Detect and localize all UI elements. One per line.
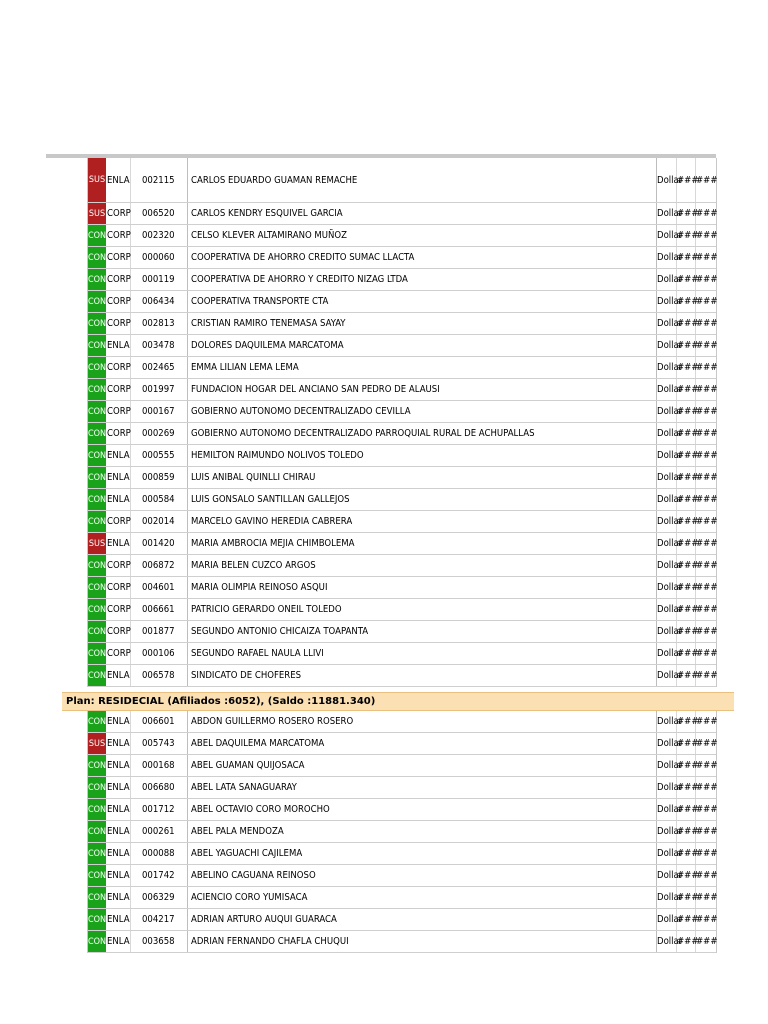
status-badge: CON [88, 799, 106, 820]
amount-cell: ### [677, 225, 696, 246]
balance-cell: ### [696, 760, 718, 771]
table-row[interactable] [88, 599, 716, 621]
affiliate-code-cell: 006578 [131, 665, 188, 686]
table-row[interactable] [88, 799, 716, 821]
status-badge: CON [88, 599, 106, 620]
currency-cell: Dollar [657, 755, 677, 776]
affiliate-code-cell: 006329 [131, 887, 188, 908]
currency-cell: Dollar [657, 555, 677, 576]
status-badge: CON [88, 445, 106, 466]
balance-cell: ### [696, 406, 718, 417]
affiliate-code-cell: 001997 [131, 379, 188, 400]
amount-cell: ### [677, 799, 696, 820]
affiliation-type-cell: ENLA [106, 335, 131, 356]
table-row[interactable] [88, 335, 716, 357]
affiliation-type-cell: CORP [106, 643, 131, 664]
status-badge: SUS [88, 203, 106, 224]
plan-header-text: Plan: RESIDECIAL (Afiliados :6052), (Saldo :11881.340) [66, 696, 376, 707]
balance-cell: ### [696, 716, 718, 727]
balance-cell: ### [696, 538, 718, 549]
table-row[interactable] [88, 445, 716, 467]
affiliate-code-cell: 001877 [131, 621, 188, 642]
affiliate-code-cell: 000168 [131, 755, 188, 776]
amount-cell: ### [677, 909, 696, 930]
affiliate-name-cell: ABEL YAGUACHI CAJILEMA [188, 843, 657, 864]
amount-cell: ### [677, 489, 696, 510]
affiliate-code-cell: 000088 [131, 843, 188, 864]
amount-cell: ### [677, 621, 696, 642]
currency-cell: Dollar [657, 711, 677, 732]
table-row[interactable] [88, 203, 716, 225]
affiliate-code-cell: 002014 [131, 511, 188, 532]
currency-cell: Dollar [657, 843, 677, 864]
amount-cell: ### [677, 887, 696, 908]
amount-cell: ### [677, 511, 696, 532]
balance-cell: ### [696, 274, 718, 285]
balance-cell: ### [696, 648, 718, 659]
status-badge: CON [88, 643, 106, 664]
status-badge: CON [88, 247, 106, 268]
balance-cell: ### [696, 870, 718, 881]
table-row[interactable] [88, 247, 716, 269]
currency-cell: Dollar [657, 599, 677, 620]
affiliation-type-cell: ENLA [106, 533, 131, 554]
affiliate-name-cell: CRISTIAN RAMIRO TENEMASA SAYAY [188, 313, 657, 334]
status-badge: CON [88, 931, 106, 952]
affiliate-code-cell: 002320 [131, 225, 188, 246]
amount-cell: ### [677, 777, 696, 798]
amount-cell: ### [677, 733, 696, 754]
affiliation-type-cell: ENLA [106, 799, 131, 820]
affiliate-name-cell: ADRIAN ARTURO AUQUI GUARACA [188, 909, 657, 930]
affiliate-name-cell: COOPERATIVA TRANSPORTE CTA [188, 291, 657, 312]
currency-cell: Dollar [657, 799, 677, 820]
table-row[interactable] [88, 401, 716, 423]
affiliate-code-cell: 006661 [131, 599, 188, 620]
affiliate-code-cell: 006872 [131, 555, 188, 576]
balance-cell: ### [696, 318, 718, 329]
amount-cell: ### [677, 843, 696, 864]
table-row[interactable] [88, 357, 716, 379]
currency-cell: Dollar [657, 357, 677, 378]
affiliate-name-cell: GOBIERNO AUTONOMO DECENTRALIZADO PARROQUIAL RURAL DE ACHUPALLAS [188, 423, 657, 444]
status-badge: CON [88, 357, 106, 378]
status-badge: CON [88, 423, 106, 444]
amount-cell: ### [677, 467, 696, 488]
currency-cell: Dollar [657, 203, 677, 224]
balance-cell: ### [696, 892, 718, 903]
affiliation-type-cell: CORP [106, 357, 131, 378]
currency-cell: Dollar [657, 379, 677, 400]
currency-cell: Dollar [657, 909, 677, 930]
balance-cell: ### [696, 516, 718, 527]
affiliation-type-cell: ENLA [106, 733, 131, 754]
status-badge: CON [88, 313, 106, 334]
affiliation-type-cell: CORP [106, 379, 131, 400]
affiliate-code-cell: 001420 [131, 533, 188, 554]
affiliate-name-cell: SINDICATO DE CHOFERES [188, 665, 657, 686]
status-badge: CON [88, 887, 106, 908]
affiliation-type-cell: ENLA [106, 909, 131, 930]
affiliate-code-cell: 006520 [131, 203, 188, 224]
balance-cell: ### [696, 472, 718, 483]
affiliation-type-cell: CORP [106, 269, 131, 290]
currency-cell: Dollar [657, 467, 677, 488]
table-row[interactable] [88, 423, 716, 445]
amount-cell: ### [677, 643, 696, 664]
currency-cell: Dollar [657, 931, 677, 952]
balance-cell: ### [696, 848, 718, 859]
status-badge: CON [88, 467, 106, 488]
amount-cell: ### [677, 865, 696, 886]
currency-cell: Dollar [657, 533, 677, 554]
currency-cell: Dollar [657, 665, 677, 686]
balance-cell: ### [696, 450, 718, 461]
amount-cell: ### [677, 401, 696, 422]
affiliation-type-cell: CORP [106, 401, 131, 422]
balance-cell: ### [696, 494, 718, 505]
affiliate-code-cell: 003478 [131, 335, 188, 356]
affiliate-code-cell: 003658 [131, 931, 188, 952]
amount-cell: ### [677, 931, 696, 952]
affiliate-code-cell: 002115 [131, 158, 188, 202]
currency-cell: Dollar [657, 621, 677, 642]
amount-cell: ### [677, 158, 696, 202]
currency-cell: Dollar [657, 269, 677, 290]
table-row[interactable] [88, 511, 716, 533]
table-row[interactable] [88, 665, 716, 687]
balance-cell: ### [696, 826, 718, 837]
balance-cell: ### [696, 252, 718, 263]
affiliation-type-cell: CORP [106, 423, 131, 444]
balance-cell: ### [696, 626, 718, 637]
affiliation-type-cell: ENLA [106, 467, 131, 488]
affiliate-name-cell: ACIENCIO CORO YUMISACA [188, 887, 657, 908]
amount-cell: ### [677, 555, 696, 576]
affiliation-type-cell: ENLA [106, 887, 131, 908]
affiliate-code-cell: 000119 [131, 269, 188, 290]
status-badge: CON [88, 577, 106, 598]
table-row[interactable] [88, 733, 716, 755]
amount-cell: ### [677, 335, 696, 356]
status-badge: CON [88, 865, 106, 886]
status-badge: CON [88, 489, 106, 510]
affiliates-table-section-2 [87, 711, 717, 953]
status-badge: CON [88, 335, 106, 356]
affiliation-type-cell: ENLA [106, 711, 131, 732]
status-badge: CON [88, 269, 106, 290]
table-row[interactable] [88, 379, 716, 401]
currency-cell: Dollar [657, 643, 677, 664]
status-badge: CON [88, 511, 106, 532]
affiliation-type-cell: ENLA [106, 158, 131, 202]
balance-cell: ### [696, 230, 718, 241]
table-row[interactable] [88, 313, 716, 335]
status-badge: CON [88, 555, 106, 576]
balance-cell: ### [696, 384, 718, 395]
balance-cell: ### [696, 914, 718, 925]
affiliate-name-cell: EMMA LILIAN LEMA LEMA [188, 357, 657, 378]
status-badge: CON [88, 843, 106, 864]
currency-cell: Dollar [657, 733, 677, 754]
amount-cell: ### [677, 247, 696, 268]
affiliate-name-cell: ABEL PALA MENDOZA [188, 821, 657, 842]
affiliate-name-cell: MARIA BELEN CUZCO ARGOS [188, 555, 657, 576]
table-row[interactable] [88, 555, 716, 577]
affiliation-type-cell: ENLA [106, 445, 131, 466]
amount-cell: ### [677, 533, 696, 554]
affiliate-code-cell: 006434 [131, 291, 188, 312]
affiliate-name-cell: ABEL LATA SANAGUARAY [188, 777, 657, 798]
balance-cell: ### [696, 604, 718, 615]
table-row[interactable] [88, 931, 716, 953]
amount-cell: ### [677, 821, 696, 842]
currency-cell: Dollar [657, 225, 677, 246]
affiliation-type-cell: CORP [106, 599, 131, 620]
currency-cell: Dollar [657, 489, 677, 510]
amount-cell: ### [677, 203, 696, 224]
affiliate-name-cell: CELSO KLEVER ALTAMIRANO MUÑOZ [188, 225, 657, 246]
amount-cell: ### [677, 599, 696, 620]
affiliate-name-cell: CARLOS EDUARDO GUAMAN REMACHE [188, 158, 657, 202]
amount-cell: ### [677, 577, 696, 598]
affiliate-code-cell: 000584 [131, 489, 188, 510]
affiliate-name-cell: PATRICIO GERARDO ONEIL TOLEDO [188, 599, 657, 620]
affiliation-type-cell: CORP [106, 203, 131, 224]
affiliate-name-cell: COOPERATIVA DE AHORRO CREDITO SUMAC LLACTA [188, 247, 657, 268]
table-row[interactable] [88, 489, 716, 511]
affiliate-name-cell: HEMILTON RAIMUNDO NOLIVOS TOLEDO [188, 445, 657, 466]
status-badge: CON [88, 777, 106, 798]
table-row[interactable] [88, 887, 716, 909]
amount-cell: ### [677, 313, 696, 334]
balance-cell: ### [696, 670, 718, 681]
status-badge: CON [88, 379, 106, 400]
affiliate-name-cell: MARCELO GAVINO HEREDIA CABRERA [188, 511, 657, 532]
balance-cell: ### [696, 362, 718, 373]
table-row[interactable] [88, 533, 716, 555]
affiliate-code-cell: 000555 [131, 445, 188, 466]
balance-cell: ### [696, 428, 718, 439]
plan-group-header [62, 692, 734, 711]
currency-cell: Dollar [657, 247, 677, 268]
affiliation-type-cell: CORP [106, 621, 131, 642]
currency-cell: Dollar [657, 291, 677, 312]
affiliation-type-cell: ENLA [106, 865, 131, 886]
balance-cell: ### [696, 804, 718, 815]
affiliate-code-cell: 000859 [131, 467, 188, 488]
affiliation-type-cell: ENLA [106, 665, 131, 686]
affiliation-type-cell: ENLA [106, 777, 131, 798]
table-row[interactable] [88, 777, 716, 799]
amount-cell: ### [677, 357, 696, 378]
amount-cell: ### [677, 269, 696, 290]
currency-cell: Dollar [657, 423, 677, 444]
amount-cell: ### [677, 755, 696, 776]
affiliate-name-cell: ADRIAN FERNANDO CHAFLA CHUQUI [188, 931, 657, 952]
affiliate-code-cell: 004601 [131, 577, 188, 598]
table-row[interactable] [88, 821, 716, 843]
affiliate-code-cell: 002465 [131, 357, 188, 378]
table-row[interactable] [88, 467, 716, 489]
table-row[interactable] [88, 865, 716, 887]
balance-cell: ### [696, 782, 718, 793]
table-row[interactable] [88, 158, 716, 203]
affiliate-code-cell: 000269 [131, 423, 188, 444]
affiliate-code-cell: 006680 [131, 777, 188, 798]
affiliate-code-cell: 005743 [131, 733, 188, 754]
affiliation-type-cell: CORP [106, 225, 131, 246]
affiliate-code-cell: 000060 [131, 247, 188, 268]
amount-cell: ### [677, 379, 696, 400]
currency-cell: Dollar [657, 511, 677, 532]
affiliation-type-cell: CORP [106, 577, 131, 598]
table-row[interactable] [88, 755, 716, 777]
status-badge: CON [88, 225, 106, 246]
affiliation-type-cell: CORP [106, 511, 131, 532]
amount-cell: ### [677, 445, 696, 466]
affiliate-code-cell: 002813 [131, 313, 188, 334]
affiliate-code-cell: 000167 [131, 401, 188, 422]
currency-cell: Dollar [657, 887, 677, 908]
balance-cell: ### [696, 560, 718, 571]
balance-cell: ### [696, 738, 718, 749]
status-badge: CON [88, 821, 106, 842]
status-badge: CON [88, 711, 106, 732]
currency-cell: Dollar [657, 777, 677, 798]
status-badge: CON [88, 621, 106, 642]
table-row[interactable] [88, 621, 716, 643]
table-row[interactable] [88, 843, 716, 865]
status-badge: SUS [88, 733, 106, 754]
currency-cell: Dollar [657, 401, 677, 422]
table-row[interactable] [88, 225, 716, 247]
affiliate-name-cell: ABELINO CAGUANA REINOSO [188, 865, 657, 886]
affiliate-name-cell: MARIA OLIMPIA REINOSO ASQUI [188, 577, 657, 598]
affiliation-type-cell: CORP [106, 291, 131, 312]
currency-cell: Dollar [657, 865, 677, 886]
amount-cell: ### [677, 423, 696, 444]
affiliate-code-cell: 000106 [131, 643, 188, 664]
affiliation-type-cell: ENLA [106, 843, 131, 864]
table-row[interactable] [88, 291, 716, 313]
status-badge: CON [88, 909, 106, 930]
status-badge: SUS [88, 158, 106, 202]
affiliation-type-cell: ENLA [106, 931, 131, 952]
amount-cell: ### [677, 711, 696, 732]
currency-cell: Dollar [657, 313, 677, 334]
currency-cell: Dollar [657, 445, 677, 466]
affiliate-name-cell: LUIS GONSALO SANTILLAN GALLEJOS [188, 489, 657, 510]
affiliation-type-cell: ENLA [106, 821, 131, 842]
affiliate-code-cell: 006601 [131, 711, 188, 732]
balance-cell: ### [696, 296, 718, 307]
balance-cell: ### [696, 174, 718, 186]
affiliate-name-cell: ABEL DAQUILEMA MARCATOMA [188, 733, 657, 754]
balance-cell: ### [696, 936, 718, 947]
amount-cell: ### [677, 291, 696, 312]
table-row[interactable] [88, 711, 716, 733]
status-badge: CON [88, 291, 106, 312]
table-row[interactable] [88, 643, 716, 665]
affiliate-code-cell: 001712 [131, 799, 188, 820]
affiliate-name-cell: SEGUNDO ANTONIO CHICAIZA TOAPANTA [188, 621, 657, 642]
status-badge: CON [88, 401, 106, 422]
affiliate-name-cell: COOPERATIVA DE AHORRO Y CREDITO NIZAG LTDA [188, 269, 657, 290]
affiliate-code-cell: 001742 [131, 865, 188, 886]
currency-cell: Dollar [657, 577, 677, 598]
affiliate-name-cell: GOBIERNO AUTONOMO DECENTRALIZADO CEVILLA [188, 401, 657, 422]
affiliation-type-cell: CORP [106, 247, 131, 268]
table-row[interactable] [88, 577, 716, 599]
currency-cell: Dollar [657, 821, 677, 842]
affiliation-type-cell: CORP [106, 313, 131, 334]
affiliate-name-cell: CARLOS KENDRY ESQUIVEL GARCIA [188, 203, 657, 224]
table-row[interactable] [88, 909, 716, 931]
balance-cell: ### [696, 208, 718, 219]
affiliation-type-cell: ENLA [106, 755, 131, 776]
affiliate-name-cell: ABEL OCTAVIO CORO MOROCHO [188, 799, 657, 820]
currency-cell: Dollar [657, 158, 677, 202]
affiliate-name-cell: ABDON GUILLERMO ROSERO ROSERO [188, 711, 657, 732]
affiliate-name-cell: LUIS ANIBAL QUINLLI CHIRAU [188, 467, 657, 488]
balance-cell: ### [696, 582, 718, 593]
affiliate-name-cell: SEGUNDO RAFAEL NAULA LLIVI [188, 643, 657, 664]
status-badge: CON [88, 665, 106, 686]
affiliate-name-cell: FUNDACION HOGAR DEL ANCIANO SAN PEDRO DE ALAUSI [188, 379, 657, 400]
affiliate-code-cell: 004217 [131, 909, 188, 930]
status-badge: CON [88, 755, 106, 776]
affiliation-type-cell: ENLA [106, 489, 131, 510]
affiliate-name-cell: DOLORES DAQUILEMA MARCATOMA [188, 335, 657, 356]
table-row[interactable] [88, 269, 716, 291]
status-badge: SUS [88, 533, 106, 554]
amount-cell: ### [677, 665, 696, 686]
currency-cell: Dollar [657, 335, 677, 356]
balance-cell: ### [696, 340, 718, 351]
affiliate-name-cell: ABEL GUAMAN QUIJOSACA [188, 755, 657, 776]
affiliation-type-cell: CORP [106, 555, 131, 576]
affiliate-name-cell: MARIA AMBROCIA MEJIA CHIMBOLEMA [188, 533, 657, 554]
affiliates-table-section-1 [87, 158, 717, 687]
affiliate-code-cell: 000261 [131, 821, 188, 842]
